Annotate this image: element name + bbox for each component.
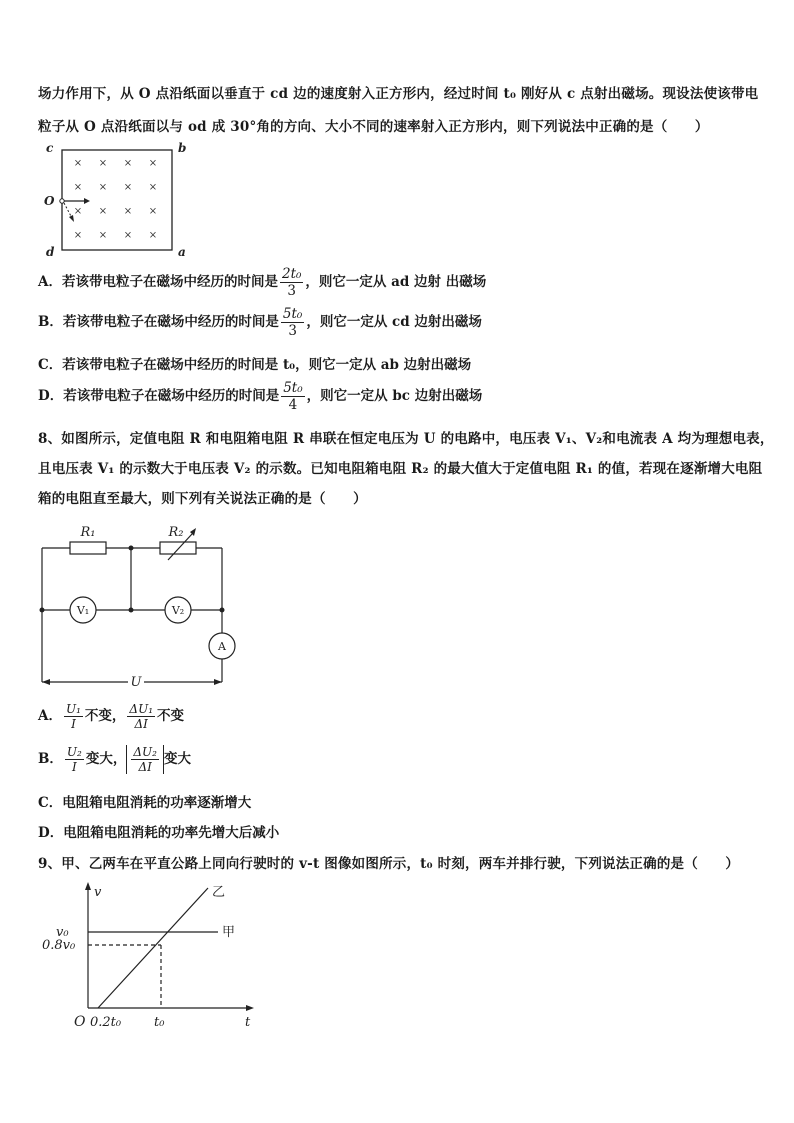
q8-text-line2: 且电压表 V₁ 的示数大于电压表 V₂ 的示数。已知电阻箱电阻 R₂ 的最大值大于定值电阻 R₁ 的值，若现在逐渐增大电阻 <box>38 461 763 477</box>
q7-option-b[interactable]: B．若该带电粒子在磁场中经历的时间是 $\frac{\text{5t₀}}{3}$ ，则它一定从 cd 边射出磁场 <box>38 306 482 339</box>
label-origin: O <box>74 1014 86 1030</box>
field-cross: × <box>148 230 158 241</box>
q8-option-b[interactable]: B． $\frac{\text{U₂}}{I}$ 变大， $\frac{\text{ΔU₂}}{\Delta I}$ 变大 <box>38 745 191 774</box>
field-cross: × <box>98 206 108 217</box>
q9-text-line1: 9、甲、乙两车在平直公路上同向行驶时的 v-t 图像如图所示，t₀ 时刻，两车并排行驶，下列说法正确的是（ ） <box>38 856 740 872</box>
field-cross: × <box>148 182 158 193</box>
field-cross: × <box>148 158 158 169</box>
field-cross: × <box>98 230 108 241</box>
field-cross: × <box>123 206 133 217</box>
q8-text-line3: 箱的电阻直至最大，则下列有关说法正确的是（ ） <box>38 491 367 507</box>
q8-text-line1: 8、如图所示，定值电阻 R 和电阻箱电阻 R 串联在恒定电压为 U 的电路中，电压表 V₁、V₂和电流表 A 均为理想电表， <box>38 431 774 447</box>
label-a: a <box>178 245 186 259</box>
q8-circuit-figure <box>30 520 250 690</box>
label-U: U <box>130 675 142 690</box>
q8-option-c[interactable]: C．电阻箱电阻消耗的功率逐渐增大 <box>38 795 252 811</box>
resistor-R1 <box>70 542 106 554</box>
q7-text-line2: 粒子从 O 点沿纸面以与 od 成 30°角的方向、大小不同的速率射入正方形内，则下列说法中正确的是（ ） <box>38 119 709 135</box>
q8-option-a[interactable]: A． $\frac{\text{U₁}}{I}$ 不变， $\frac{\text{ΔU₁}}{\Delta I}$ 不变 <box>38 702 185 731</box>
field-cross: × <box>73 206 83 217</box>
point-O <box>60 199 64 203</box>
q7-option-c[interactable]: C．若该带电粒子在磁场中经历的时间是 t₀，则它一定从 ab 边射出磁场 <box>38 357 472 373</box>
field-cross: × <box>98 158 108 169</box>
field-cross: × <box>73 182 83 193</box>
field-cross: × <box>148 206 158 217</box>
label-V1: V₁ <box>76 604 90 617</box>
label-v0: v₀ <box>56 925 69 940</box>
label-V2: V₂ <box>171 604 185 617</box>
label-0.2t0: 0.2t₀ <box>90 1015 122 1030</box>
field-cross: × <box>73 158 83 169</box>
velocity-arrowhead <box>84 198 90 204</box>
q9-vt-graph <box>40 880 270 1030</box>
label-c: c <box>46 141 54 155</box>
field-cross: × <box>98 182 108 193</box>
field-cross: × <box>73 230 83 241</box>
q7-text-line1: 场力作用下，从 O 点沿纸面以垂直于 cd 边的速度射入正方形内，经过时间 t₀ 刚好从 c 点射出磁场。现设法使该带电 <box>38 86 759 102</box>
field-cross: × <box>123 158 133 169</box>
label-O: O <box>44 194 55 208</box>
label-A: A <box>218 640 226 653</box>
q7-option-a[interactable]: A．若该带电粒子在磁场中经历的时间是 $\frac{\text{2t₀}}{3}$ ，则它一定从 ad 边射 出磁场 <box>38 266 487 299</box>
field-cross: × <box>123 230 133 241</box>
label-v-axis: v <box>94 885 102 900</box>
field-cross: × <box>123 182 133 193</box>
label-d: d <box>46 245 55 259</box>
label-yi: 乙 <box>212 885 226 900</box>
label-t0: t₀ <box>154 1015 165 1030</box>
q7-option-d[interactable]: D．若该带电粒子在磁场中经历的时间是 $\frac{\text{5t₀}}{4}$ ，则它一定从 bc 边射出磁场 <box>38 380 483 413</box>
label-b: b <box>178 141 187 155</box>
label-R2: R₂ <box>168 525 184 540</box>
label-jia: 甲 <box>222 925 236 940</box>
oblique-velocity-arrow <box>64 203 72 218</box>
resistor-R2 <box>160 542 196 554</box>
line-yi <box>98 888 208 1008</box>
label-t-axis: t <box>245 1015 251 1030</box>
q8-option-d[interactable]: D．电阻箱电阻消耗的功率先增大后减小 <box>38 825 280 841</box>
label-0.8v0: 0.8v₀ <box>42 938 76 953</box>
q7-magnetic-field-figure <box>40 138 200 260</box>
label-R1: R₁ <box>80 525 96 540</box>
